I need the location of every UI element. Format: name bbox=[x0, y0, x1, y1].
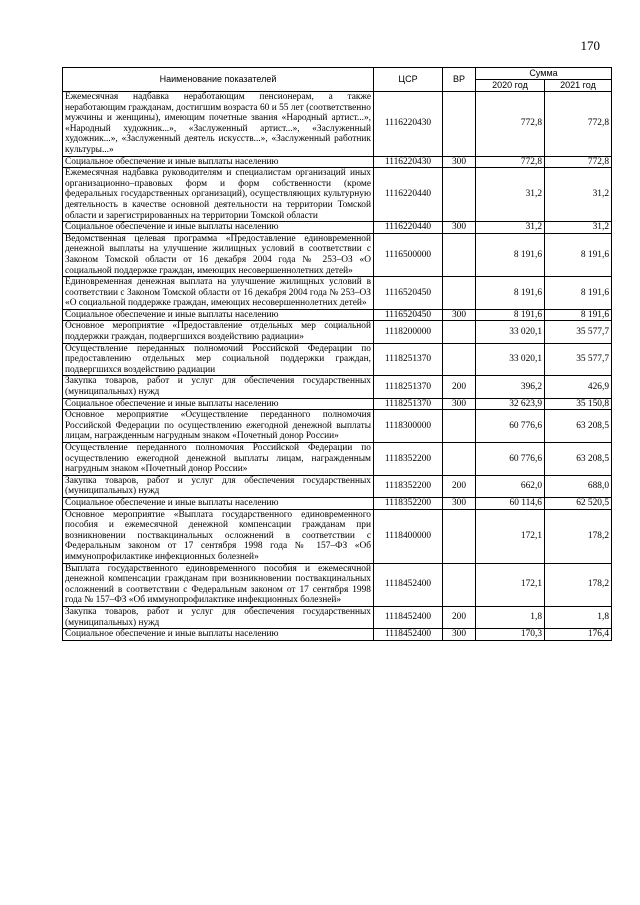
row-name: Выплата государственного единовременного пособия и ежемесячной денежной компенсации гражданам при возникновении поствакцинальных осложнений в соответствии с Федеральным законом от 17 сентября 1998 года № 157–ФЗ «Об иммунопрофилактике инфекционных болезней» bbox=[63, 563, 374, 606]
row-csr: 1118352200 bbox=[374, 497, 443, 509]
row-csr: 1118400000 bbox=[374, 509, 443, 563]
header-csr: ЦСР bbox=[374, 68, 443, 92]
row-sum-2021: 426,9 bbox=[545, 376, 612, 398]
row-vr bbox=[443, 168, 476, 222]
row-csr: 1116520450 bbox=[374, 309, 443, 321]
table-row bbox=[63, 410, 612, 443]
row-sum-2021: 772,8 bbox=[545, 92, 612, 157]
row-sum-2020: 170,3 bbox=[476, 629, 545, 641]
row-name: Осуществление переданного полномочия Российской Федерации по осуществлению ежегодной денежной выплаты лицам, награжденным нагрудным знаком «Почетный донор России» bbox=[63, 443, 374, 476]
row-sum-2021: 8 191,6 bbox=[545, 309, 612, 321]
budget-table bbox=[62, 67, 612, 641]
row-name: Ведомственная целевая программа «Предоставление единовременной денежной выплаты на улучшение жилищных условий в соответствии с Законом Томской области от 16 декабря 2004 года № 253–ОЗ «О социальной поддержке граждан, имеющих несовершеннолетних детей» bbox=[63, 233, 374, 276]
row-name: Социальное обеспечение и иные выплаты населению bbox=[63, 497, 374, 509]
row-name: Единовременная денежная выплата на улучшение жилищных условий в соответствии с Законом Томской области от 16 декабря 2004 года № 253–ОЗ «О социальной поддержке граждан, имеющих несовершеннолетних детей» bbox=[63, 277, 374, 310]
row-vr: 300 bbox=[443, 398, 476, 410]
table-row bbox=[63, 443, 612, 476]
row-csr: 1116220440 bbox=[374, 168, 443, 222]
row-sum-2021: 176,4 bbox=[545, 629, 612, 641]
row-vr: 300 bbox=[443, 497, 476, 509]
row-sum-2020: 32 623,9 bbox=[476, 398, 545, 410]
table-body bbox=[63, 92, 612, 641]
row-csr: 1118300000 bbox=[374, 410, 443, 443]
row-sum-2020: 31,2 bbox=[476, 168, 545, 222]
row-sum-2021: 31,2 bbox=[545, 168, 612, 222]
row-vr bbox=[443, 277, 476, 310]
row-sum-2021: 8 191,6 bbox=[545, 233, 612, 276]
row-name: Осуществление переданных полномочий Российской Федерации по предоставлению отдельных мер социальной поддержки граждан, подвергшихся воздействию радиации bbox=[63, 343, 374, 376]
row-vr: 300 bbox=[443, 156, 476, 168]
row-sum-2020: 772,8 bbox=[476, 156, 545, 168]
row-vr: 300 bbox=[443, 309, 476, 321]
row-vr bbox=[443, 443, 476, 476]
header-name: Наименование показателей bbox=[63, 68, 374, 92]
table-row bbox=[63, 277, 612, 310]
table-row bbox=[63, 222, 612, 234]
row-sum-2020: 8 191,6 bbox=[476, 233, 545, 276]
table-row bbox=[63, 497, 612, 509]
table-header bbox=[63, 68, 612, 92]
row-sum-2021: 63 208,5 bbox=[545, 443, 612, 476]
row-name: Социальное обеспечение и иные выплаты населению bbox=[63, 222, 374, 234]
row-csr: 1118452400 bbox=[374, 629, 443, 641]
row-vr bbox=[443, 509, 476, 563]
row-sum-2020: 33 020,1 bbox=[476, 343, 545, 376]
table-row bbox=[63, 509, 612, 563]
row-vr bbox=[443, 410, 476, 443]
table-row bbox=[63, 398, 612, 410]
table-row bbox=[63, 168, 612, 222]
table-row bbox=[63, 629, 612, 641]
row-name: Социальное обеспечение и иные выплаты населению bbox=[63, 309, 374, 321]
row-sum-2020: 60 776,6 bbox=[476, 410, 545, 443]
table-row bbox=[63, 606, 612, 628]
row-csr: 1116520450 bbox=[374, 277, 443, 310]
row-vr bbox=[443, 563, 476, 606]
row-vr: 200 bbox=[443, 606, 476, 628]
row-name: Основное мероприятие «Предоставление отдельных мер социальной поддержки граждан, подвергшихся воздействию радиации» bbox=[63, 321, 374, 343]
header-year-2021: 2021 год bbox=[545, 80, 612, 92]
table-row bbox=[63, 376, 612, 398]
row-sum-2020: 1,8 bbox=[476, 606, 545, 628]
row-csr: 1118352200 bbox=[374, 443, 443, 476]
row-sum-2020: 33 020,1 bbox=[476, 321, 545, 343]
header-vr: ВР bbox=[443, 68, 476, 92]
row-csr: 1118200000 bbox=[374, 321, 443, 343]
row-sum-2020: 8 191,6 bbox=[476, 309, 545, 321]
row-name: Закупка товаров, работ и услуг для обеспечения государственных (муниципальных) нужд bbox=[63, 475, 374, 497]
row-csr: 1118452400 bbox=[374, 606, 443, 628]
row-vr bbox=[443, 343, 476, 376]
row-name: Закупка товаров, работ и услуг для обеспечения государственных (муниципальных) нужд bbox=[63, 376, 374, 398]
page-number: 170 bbox=[580, 38, 600, 53]
row-sum-2021: 772,8 bbox=[545, 156, 612, 168]
row-vr bbox=[443, 92, 476, 157]
row-name: Социальное обеспечение и иные выплаты населению bbox=[63, 629, 374, 641]
row-csr: 1116500000 bbox=[374, 233, 443, 276]
row-sum-2020: 396,2 bbox=[476, 376, 545, 398]
row-csr: 1118352200 bbox=[374, 475, 443, 497]
row-sum-2020: 60 114,6 bbox=[476, 497, 545, 509]
row-name: Закупка товаров, работ и услуг для обеспечения государственных (муниципальных) нужд bbox=[63, 606, 374, 628]
row-csr: 1118452400 bbox=[374, 563, 443, 606]
row-name: Социальное обеспечение и иные выплаты населению bbox=[63, 156, 374, 168]
row-sum-2021: 35 577,7 bbox=[545, 321, 612, 343]
row-sum-2021: 35 150,8 bbox=[545, 398, 612, 410]
row-sum-2021: 178,2 bbox=[545, 509, 612, 563]
table-row bbox=[63, 563, 612, 606]
table-row bbox=[63, 92, 612, 157]
row-sum-2021: 8 191,6 bbox=[545, 277, 612, 310]
row-sum-2020: 8 191,6 bbox=[476, 277, 545, 310]
row-csr: 1116220440 bbox=[374, 222, 443, 234]
row-vr: 200 bbox=[443, 376, 476, 398]
row-sum-2020: 31,2 bbox=[476, 222, 545, 234]
table-row bbox=[63, 475, 612, 497]
row-sum-2021: 62 520,5 bbox=[545, 497, 612, 509]
row-sum-2021: 1,8 bbox=[545, 606, 612, 628]
row-name: Социальное обеспечение и иные выплаты населению bbox=[63, 398, 374, 410]
row-sum-2021: 63 208,5 bbox=[545, 410, 612, 443]
row-vr: 300 bbox=[443, 222, 476, 234]
row-sum-2021: 31,2 bbox=[545, 222, 612, 234]
row-csr: 1116220430 bbox=[374, 92, 443, 157]
table-row bbox=[63, 156, 612, 168]
row-csr: 1118251370 bbox=[374, 398, 443, 410]
row-name: Ежемесячная надбавка руководителям и специалистам организаций иных организационно–правовых форм и форм собственности (кроме федеральных государственных организаций), осуществляющих культурную деятельность в качестве основной деятельности на территории Томской области и зарегистрированных на территории Томской области bbox=[63, 168, 374, 222]
table-row bbox=[63, 309, 612, 321]
row-vr bbox=[443, 321, 476, 343]
header-sum: Сумма bbox=[476, 68, 612, 80]
row-csr: 1118251370 bbox=[374, 376, 443, 398]
row-name: Ежемесячная надбавка неработающим пенсионерам, а также неработающим гражданам, достигшим возраста 60 и 55 лет (соответственно мужчины и женщины), имеющим почетные звания «Народный артист...», «Народный художник...», «Заслуженный артист...», «Заслуженный художник...», «Заслуженный деятель искусств...», «Заслуженный работник культуры...» bbox=[63, 92, 374, 157]
row-csr: 1118251370 bbox=[374, 343, 443, 376]
row-sum-2020: 172,1 bbox=[476, 509, 545, 563]
table-row bbox=[63, 321, 612, 343]
header-year-2020: 2020 год bbox=[476, 80, 545, 92]
row-vr bbox=[443, 233, 476, 276]
row-sum-2020: 772,8 bbox=[476, 92, 545, 157]
row-sum-2021: 35 577,7 bbox=[545, 343, 612, 376]
row-vr: 200 bbox=[443, 475, 476, 497]
row-sum-2020: 662,0 bbox=[476, 475, 545, 497]
row-sum-2021: 688,0 bbox=[545, 475, 612, 497]
row-csr: 1116220430 bbox=[374, 156, 443, 168]
row-sum-2021: 178,2 bbox=[545, 563, 612, 606]
row-name: Основное мероприятие «Выплата государственного единовременного пособия и ежемесячной денежной компенсации гражданам при возникновении поствакцинальных осложнений в соответствии с Федеральным законом от 17 сентября 1998 года № 157–ФЗ «Об иммунопрофилактике инфекционных болезней» bbox=[63, 509, 374, 563]
table-row bbox=[63, 233, 612, 276]
table-row bbox=[63, 343, 612, 376]
row-sum-2020: 172,1 bbox=[476, 563, 545, 606]
row-sum-2020: 60 776,6 bbox=[476, 443, 545, 476]
row-vr: 300 bbox=[443, 629, 476, 641]
row-name: Основное мероприятие «Осуществление переданного полномочия Российской Федерации по осуществлению ежегодной денежной выплаты лицам, награжденным нагрудным знаком «Почетный донор России» bbox=[63, 410, 374, 443]
